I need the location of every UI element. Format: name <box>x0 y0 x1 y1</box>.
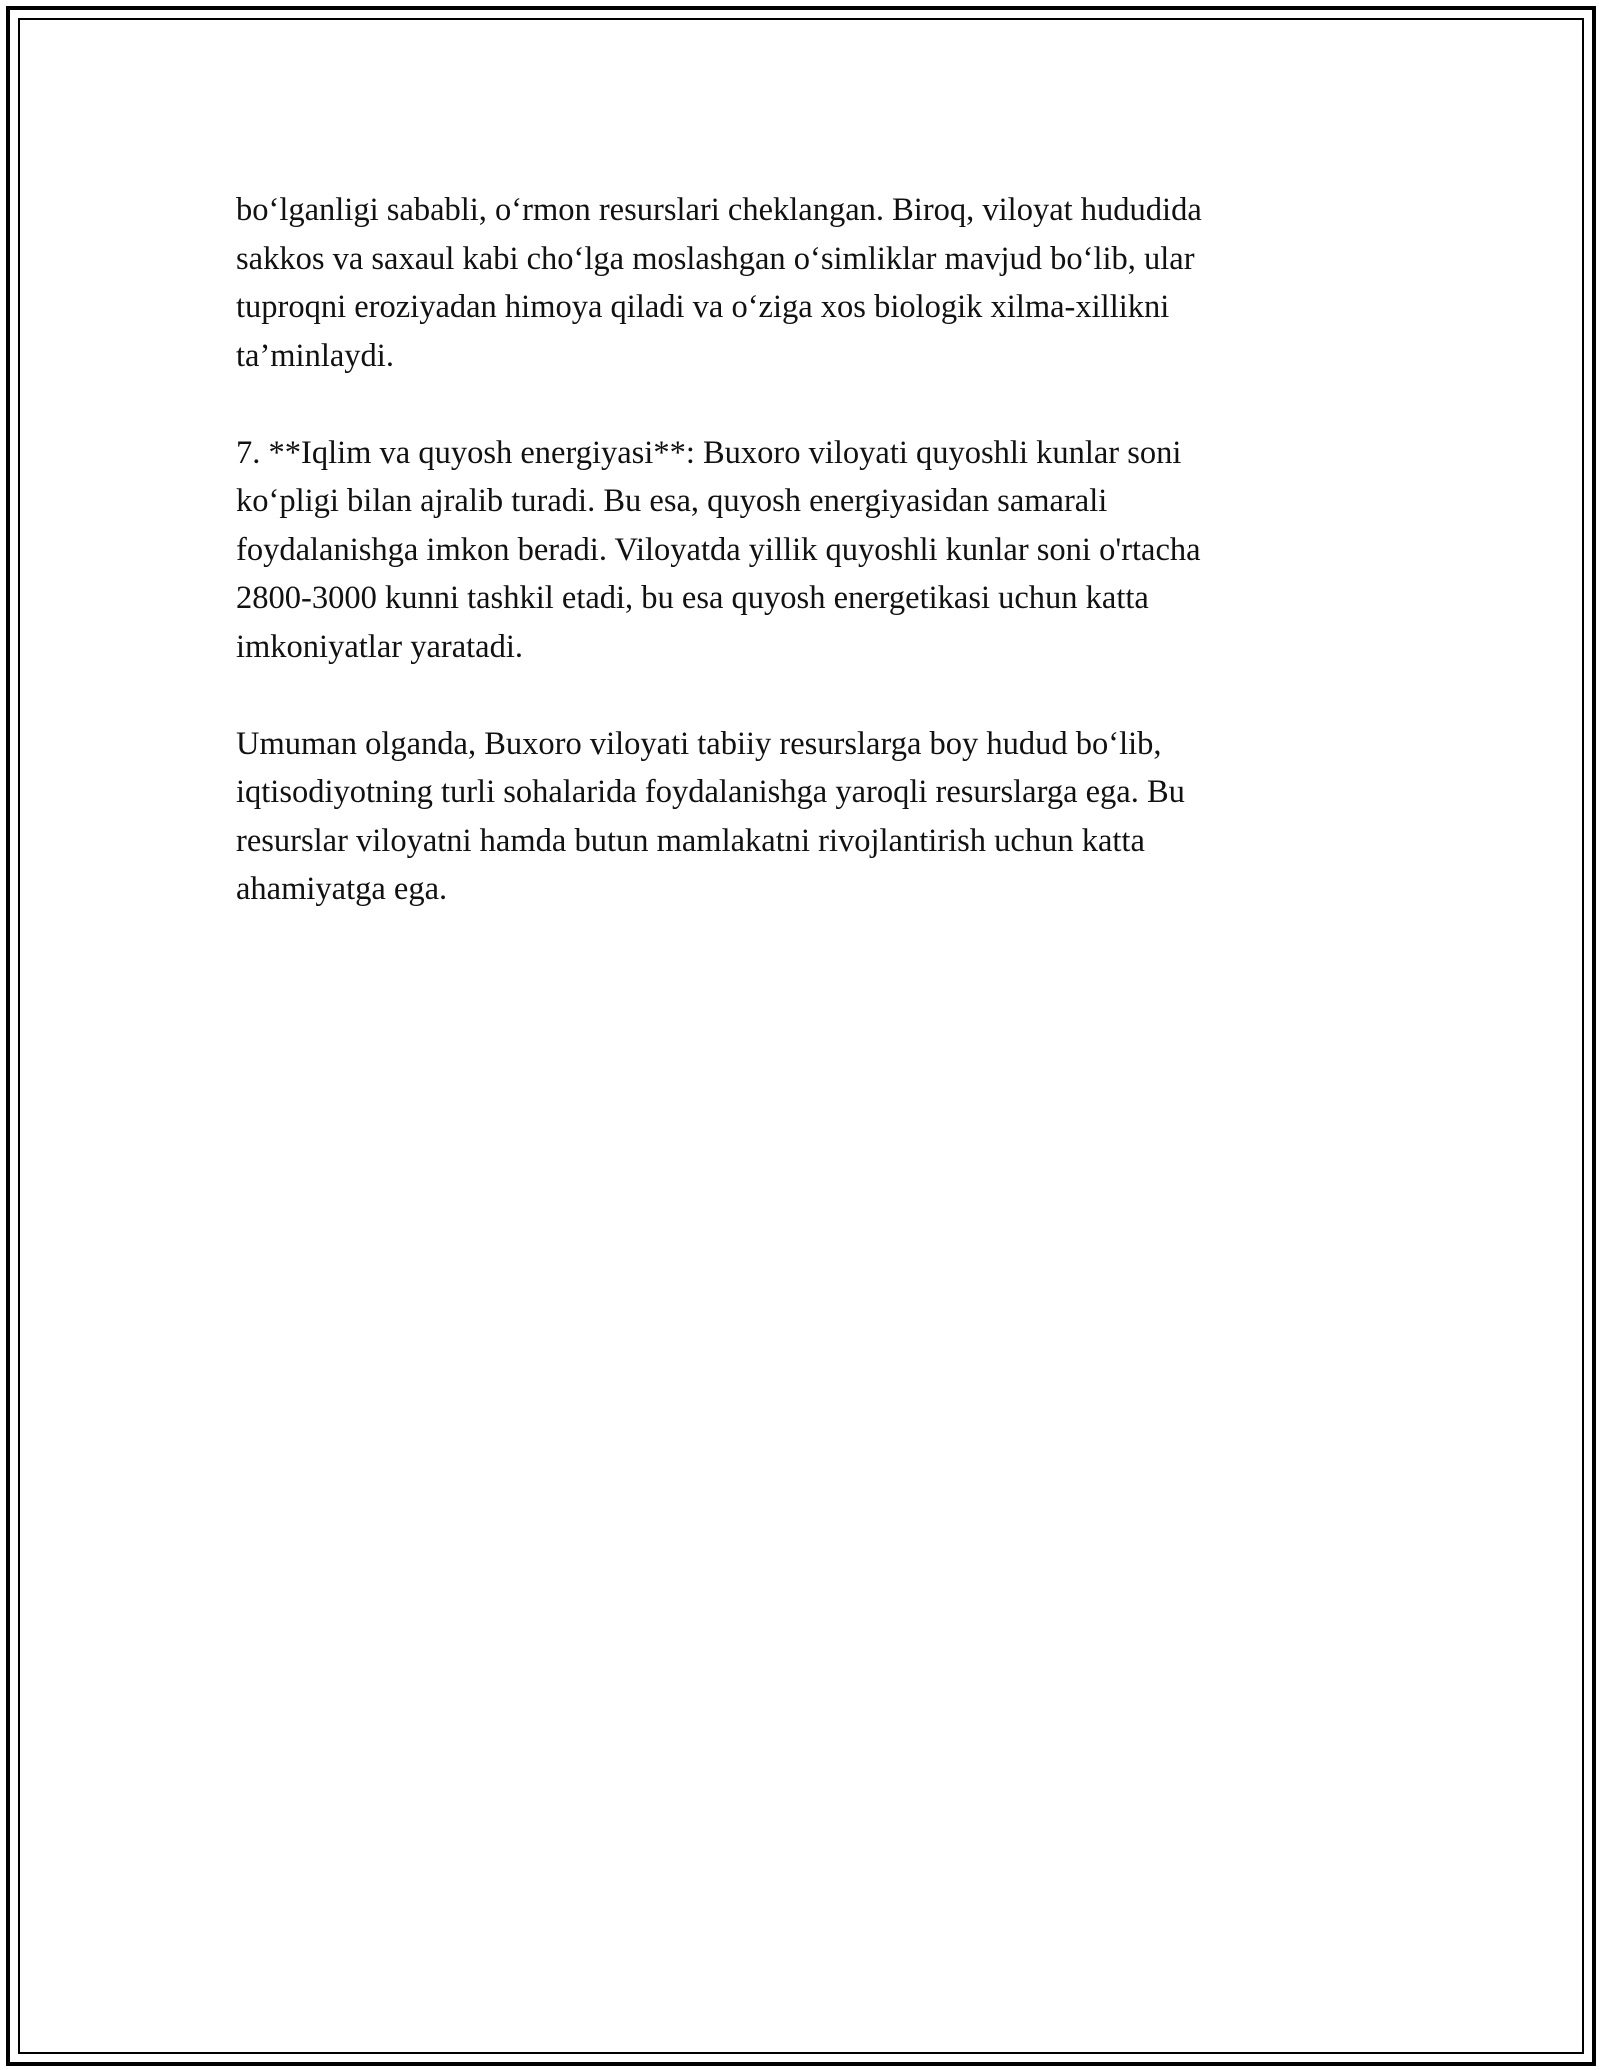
document-body <box>236 186 1366 962</box>
paragraph-conclusion: Umuman olganda, Buxoro viloyati tabiiy resurslarga boy hudud bo‘lib, iqtisodiyotning turli sohalarida foydalanishga yaroqli resurslarga ega. Bu resurslar viloyatni hamda butun mamlakatni rivojlantirish uchun katta ahamiyatga ega. <box>236 725 1185 907</box>
paragraph-forest-resources: bo‘lganligi sababli, o‘rmon resurslari cheklangan. Biroq, viloyat hududida sakkos va saxaul kabi cho‘lga moslashgan o‘simliklar mavjud bo‘lib, ular tuproqni eroziyadan himoya qiladi va o‘ziga xos biologik xilma-xillikni ta’minlaydi. <box>236 192 1202 374</box>
paragraph-climate-solar-energy: 7. **Iqlim va quyosh energiyasi**: Buxoro viloyati quyoshli kunlar soni ko‘pligi bilan ajralib turadi. Bu esa, quyosh energiyasidan samarali foydalanishga imkon beradi. Viloyatda yillik quyoshli kunlar soni o'rtacha 2800-3000 kunni tashkil etadi, bu esa quyosh energetikasi uchun katta imkoniyatlar yaratadi. <box>236 434 1201 665</box>
